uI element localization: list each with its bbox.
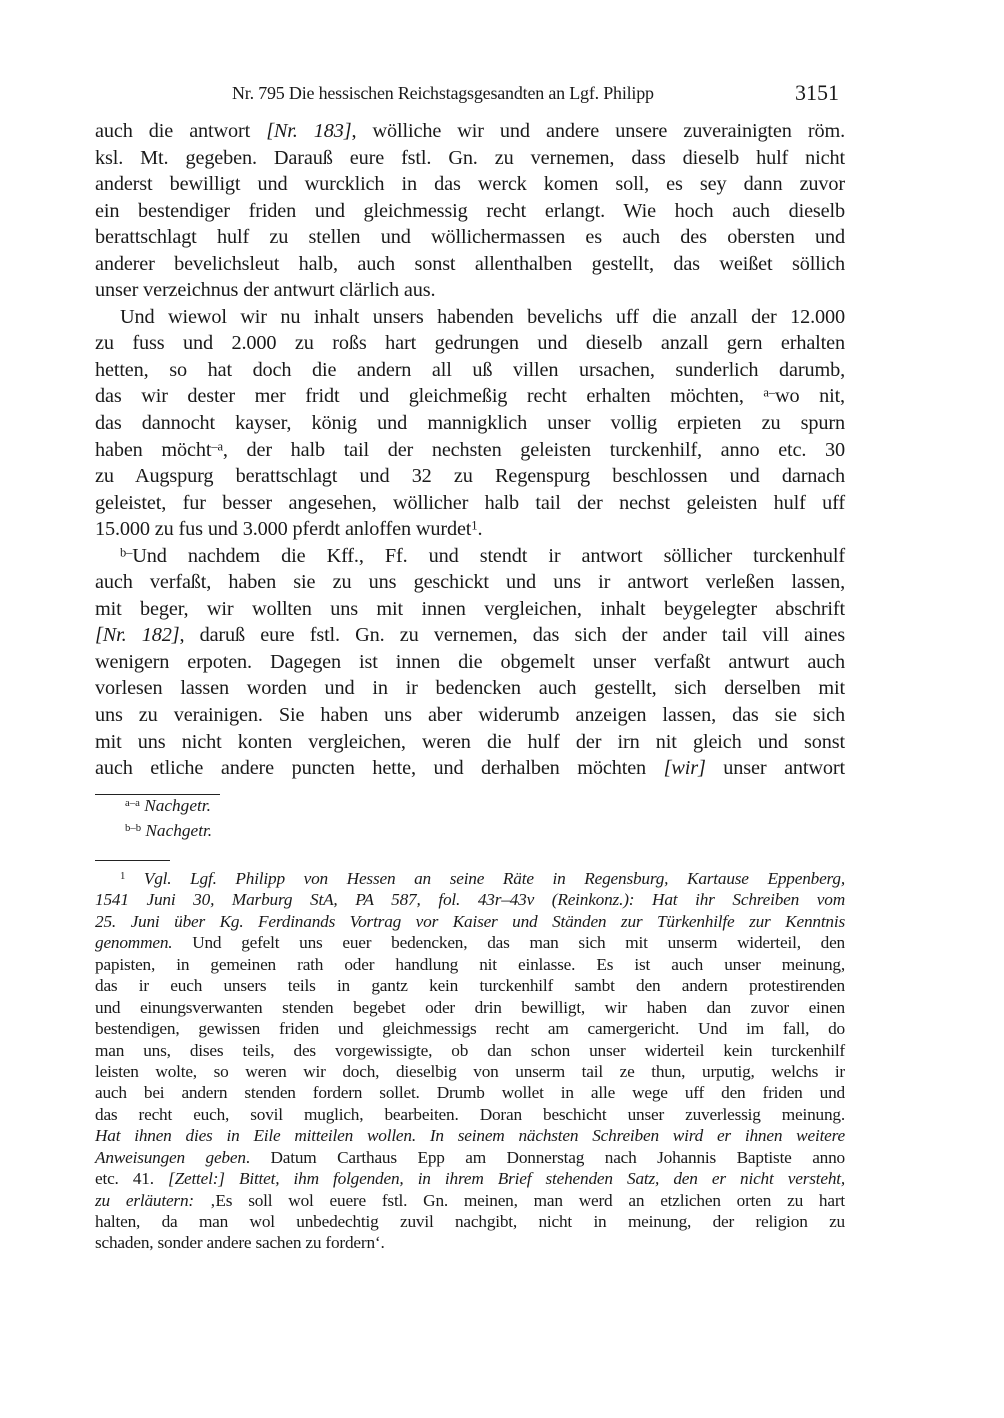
text-run: das wir dester mer fridt und gleichmeßig recht erhalten möchten, xyxy=(95,385,764,408)
text-line xyxy=(95,410,845,437)
note-text: Nachgetr. xyxy=(145,821,213,840)
text-line xyxy=(95,1232,845,1253)
text-run: schaden, sonder andere sachen zu fordern‘. xyxy=(95,1233,385,1253)
text-run: Und wiewol wir nu inhalt unsers habenden bevelichs uff die anzall der 12.000 xyxy=(120,305,845,328)
note-text: Nachgetr. xyxy=(144,796,211,815)
text-note-a xyxy=(125,796,211,816)
text-line xyxy=(95,932,845,953)
text-run: [Zettel:] Bittet, ihm folgenden, in ihrem Brief stehenden Satz, den er nicht versteht, xyxy=(168,1169,846,1189)
text-line xyxy=(95,437,845,464)
text-line xyxy=(95,1211,845,1232)
text-run: [Nr. 183] xyxy=(266,120,352,142)
text-line xyxy=(95,868,845,889)
text-line xyxy=(95,516,845,543)
note-reference: 1 xyxy=(120,870,126,883)
text-run: , der halb tail der nechsten geleisten turckenhilf, anno etc. 30 xyxy=(222,438,845,461)
text-line xyxy=(95,622,845,649)
text-run: zu Augspurg berattschlagt und 32 zu Regenspurg beschlossen und darnach xyxy=(95,465,845,488)
text-run: Und gefelt uns euer bedencken, das man sich mit unserm widerteil, den xyxy=(172,933,845,953)
text-run: ein bestendiger friden und gleichmessig recht erlangt. Wie hoch auch dieselb xyxy=(95,199,845,222)
text-line xyxy=(95,198,845,225)
text-line xyxy=(95,954,845,975)
text-run: , daruß eure fstl. Gn. zu vernemen, das sich der ander tail vill aines xyxy=(179,624,846,647)
text-run: genommen. xyxy=(95,933,173,953)
text-run: Vgl. Lgf. Philipp von Hessen an seine Räte in Regensburg, Kartause Eppenberg, xyxy=(143,869,845,888)
text-line xyxy=(95,357,845,384)
text-run: auch bei andern stenden fordern sollet. Drumb wollet in alle wege uff den friden und xyxy=(95,1083,845,1103)
note-reference: –a xyxy=(211,438,223,453)
text-line xyxy=(95,729,845,756)
text-run: , wölliche wir und andere unsere zuverainigten röm. xyxy=(351,120,845,142)
text-line xyxy=(95,702,845,729)
text-line xyxy=(95,543,845,570)
text-run: anderst bewilligt und wurcklich in das werck komen soll, es sey dann zuvor xyxy=(95,173,845,196)
text-run: auch verfaßt, haben sie zu uns geschickt und uns ir antwort verleßen lassen, xyxy=(95,571,845,594)
text-line xyxy=(95,330,845,357)
text-note-b xyxy=(125,821,212,841)
text-line xyxy=(95,649,845,676)
main-text xyxy=(95,118,845,782)
text-run: ksl. Mt. gegeben. Darauß eure fstl. Gn. zu vernemen, dass dieselb hulf nicht xyxy=(95,146,845,169)
text-line xyxy=(95,889,845,910)
note-mark: a–a xyxy=(125,797,140,810)
page-number: 3151 xyxy=(795,80,839,105)
text-run: unser verzeichnus der antwurt clärlich aus. xyxy=(95,279,436,302)
text-run: und einungsverwanten stenden begebet oder drin bewilligt, wir haben dan zuvor einen xyxy=(95,997,845,1017)
text-line xyxy=(95,224,845,251)
text-run: das ir euch unsers teils in gantz kein turckenhilf sambt den andern protestirenden xyxy=(95,976,845,996)
text-line xyxy=(95,171,845,198)
text-run: 15.000 zu fus und 3.000 pferdt anloffen wurdet xyxy=(95,518,472,541)
note-mark: b–b xyxy=(125,822,142,835)
text-run: das dannocht kayser, könig und mannigklich unser vollig erpieten zu spurn xyxy=(95,412,845,435)
text-run: zu fuss und 2.000 zu roßs hart gedrungen und dieselb anzall gern erhalten xyxy=(95,332,845,355)
text-line xyxy=(95,383,845,410)
text-run: das recht euch, sovil muglich, bearbeiten. Doran beschicht unser zuverlessig meinung. xyxy=(95,1104,845,1124)
text-run: 1541 Juni 30, Marburg StA, PA 587, fol. 43r–43v (Reinkonz.): Hat ihr Schreiben vom xyxy=(95,890,845,910)
text-run: haben möcht xyxy=(95,438,212,461)
text-run: halten, da man wol unbedechtig zuvil nachgibt, nicht in meinung, der religion zu xyxy=(95,1212,845,1231)
text-line xyxy=(95,1061,845,1082)
text-line xyxy=(95,1018,845,1039)
text-run: Und nachdem die Kff., Ff. und stendt ir antwort söllicher turckenhulf xyxy=(132,544,845,567)
text-line xyxy=(95,304,845,331)
text-line xyxy=(95,277,845,304)
text-line xyxy=(95,1104,845,1125)
text-line xyxy=(95,1168,845,1189)
text-line xyxy=(95,569,845,596)
text-line xyxy=(95,1040,845,1061)
text-line xyxy=(95,1190,845,1211)
text-line xyxy=(95,118,845,145)
text-run: ‚Es soll wol euere fstl. Gn. meinen, man werd an etzlichen orten zu hart xyxy=(193,1190,845,1210)
text-line xyxy=(95,1125,845,1146)
text-run: . Datum Carthaus Epp am Donnerstag nach Johannis Baptiste anno xyxy=(245,1147,845,1167)
text-run: wenigern erpoten. Dagegen ist innen die obgemelt unser verfaßt antwurt auch xyxy=(95,650,845,673)
text-line xyxy=(95,1082,845,1103)
text-run: mit beger, wir wollten uns mit innen vergleichen, inhalt beygelegter abschrift xyxy=(95,597,845,620)
text-run: Hat ihnen dies in Eile mitteilen wollen. In seinem nächsten Schreiben wird er ihnen weitere xyxy=(95,1126,845,1146)
footnotes-rule xyxy=(95,860,170,861)
text-run: etc. 41. xyxy=(95,1169,169,1189)
text-run: papisten, in gemeinen rath oder handlung nit einlasse. Es ist auch unser meinung, xyxy=(95,954,845,974)
text-run: [wir] xyxy=(663,757,706,780)
text-line xyxy=(95,675,845,702)
text-run: mit uns nicht konten vergleichen, weren die hulf der irn nit gleich und sonst xyxy=(95,730,845,753)
text-run: zu erläutern: xyxy=(95,1190,194,1210)
text-run: Anweisungen geben xyxy=(95,1147,246,1167)
text-notes-rule xyxy=(95,794,220,795)
text-run: leisten wolte, so weren wir doch, dieselbig von unserm tail ze thun, urputig, welchs ir xyxy=(95,1061,845,1081)
text-line xyxy=(95,490,845,517)
text-run: unser antwort xyxy=(705,757,845,780)
text-line xyxy=(95,596,845,623)
footnote-text xyxy=(95,868,845,1254)
text-run: wo nit, xyxy=(774,385,845,408)
text-run xyxy=(125,869,144,888)
text-line xyxy=(95,1147,845,1168)
text-run: auch etliche andere puncten hette, und derhalben möchten xyxy=(95,757,664,780)
text-line xyxy=(95,145,845,172)
text-run: geleistet, fur besser angesehen, wöllicher halb tail der nechst geleisten hulf uff xyxy=(95,491,845,514)
note-reference: b– xyxy=(120,545,133,560)
running-header xyxy=(0,80,1004,108)
note-reference: a– xyxy=(763,385,775,400)
text-run: berattschlagt hulf zu stellen und wöllichermassen es auch des obersten und xyxy=(95,226,845,249)
text-run: anderer bevelichsleut halb, auch sonst allenthalben gestellt, das weißet söllich xyxy=(95,252,845,275)
text-line xyxy=(95,911,845,932)
text-line xyxy=(95,997,845,1018)
text-run: man uns, dises teils, des vorgewissigte, ob dan schon unser widerteil kein turckenhilf xyxy=(95,1040,845,1060)
text-run: uns zu verainigen. Sie haben uns aber widerumb anzeigen lassen, das sie sich xyxy=(95,704,845,727)
running-title: Nr. 795 Die hessischen Reichstagsgesandten an Lgf. Philipp xyxy=(232,83,654,103)
text-run: bestendigen, gewissen friden und gleichmessigs recht am camergericht. Und im fall, do xyxy=(95,1019,845,1039)
text-line xyxy=(95,755,845,782)
text-run: auch die antwort xyxy=(95,120,267,142)
text-line xyxy=(95,251,845,278)
text-run: 25. Juni über Kg. Ferdinands Vortrag vor Kaiser und Ständen zur Türkenhilfe zur Kenntnis xyxy=(95,911,845,931)
text-line xyxy=(95,463,845,490)
note-reference: 1 xyxy=(471,518,478,533)
text-run: [Nr. 182] xyxy=(95,624,180,647)
text-run: hetten, so hat doch die andern all uß villen ursachen, sunderlich darumb, xyxy=(95,358,845,381)
text-run: vorlesen lassen worden und in ir bedencken auch gestellt, sich derselben mit xyxy=(95,677,845,700)
text-run: . xyxy=(477,518,483,541)
text-line xyxy=(95,975,845,996)
